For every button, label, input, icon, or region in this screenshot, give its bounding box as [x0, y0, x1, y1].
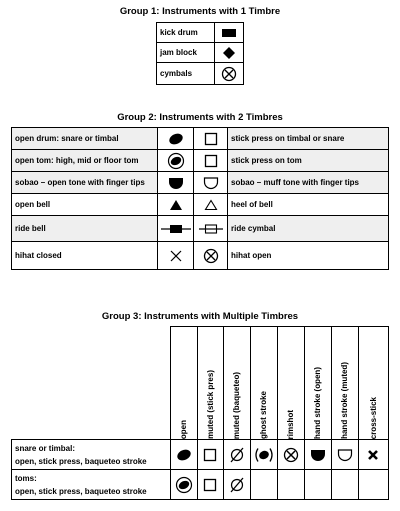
- group2-left-label: open bell: [12, 194, 158, 216]
- ringed-oval-icon: [175, 476, 193, 494]
- row-label: snare or timbal: open, stick press, baqueteo stroke: [12, 440, 171, 470]
- filled-rectangle-icon: [221, 27, 237, 39]
- filled-oval-icon: [167, 132, 185, 146]
- group2-right-label: sobao – muff tone with finger tips: [228, 172, 389, 194]
- group2-title: Group 2: Instruments with 2 Timbres: [117, 112, 283, 123]
- column-header: hand stroke (open): [313, 366, 322, 439]
- group1-label: jam block: [157, 43, 215, 63]
- group1-title: Group 1: Instruments with 1 Timbre: [119, 6, 281, 17]
- column-header: muted (stick pres): [205, 370, 215, 439]
- group2-left-label: open drum: snare or timbal: [12, 128, 158, 150]
- filled-triangle-icon: [169, 199, 183, 211]
- group2-right-label: ride cymbal: [228, 216, 389, 242]
- empty-cell: [250, 470, 277, 500]
- column-header: cross-stick: [368, 396, 378, 439]
- circled-x-icon: [283, 447, 299, 463]
- bold-x-icon: [367, 449, 379, 461]
- column-header: muted (baqueteo): [232, 371, 241, 439]
- group2-right-label: hihat open: [228, 242, 389, 270]
- parenthesized-oval-icon: [253, 447, 275, 463]
- group2-left-label: ride bell: [12, 216, 158, 242]
- ringed-oval-icon: [167, 152, 185, 170]
- group1-label: kick drum: [157, 23, 215, 43]
- circled-x-icon: [203, 248, 219, 264]
- empty-cell: [277, 470, 304, 500]
- column-header: hand stroke (muted): [340, 362, 349, 439]
- open-square-icon: [204, 154, 218, 168]
- empty-cell: [331, 470, 358, 500]
- filled-bar-rectangle-icon: [161, 223, 191, 235]
- group3-table: [11, 326, 389, 500]
- row-label: toms: open, stick press, baqueteo stroke: [12, 470, 171, 500]
- filled-half-circle-icon: [168, 176, 184, 190]
- slashed-circle-icon: [228, 476, 246, 494]
- open-square-icon: [203, 478, 217, 492]
- open-square-icon: [203, 448, 217, 462]
- group2-right-label: heel of bell: [228, 194, 389, 216]
- group2-left-label: sobao – open tone with finger tips: [12, 172, 158, 194]
- slashed-circle-icon: [228, 446, 246, 464]
- empty-cell: [358, 470, 389, 500]
- column-header: ghost stroke: [259, 390, 268, 439]
- group1-table: [156, 22, 244, 85]
- column-header: rimshot: [286, 409, 295, 439]
- empty-cell: [304, 470, 331, 500]
- group2-left-label: hihat closed: [12, 242, 158, 270]
- filled-diamond-icon: [222, 46, 236, 60]
- filled-half-circle-icon: [310, 448, 326, 462]
- group2-table: [11, 127, 389, 270]
- filled-oval-icon: [175, 448, 193, 462]
- circled-x-icon: [221, 66, 237, 82]
- open-triangle-icon: [204, 199, 218, 211]
- group3-title: Group 3: Instruments with Multiple Timbres: [101, 311, 299, 322]
- column-header: open: [179, 419, 188, 439]
- group1-label: cymbals: [157, 63, 215, 85]
- group2-right-label: stick press on timbal or snare: [228, 128, 389, 150]
- group2-left-label: open tom: high, mid or floor tom: [12, 150, 158, 172]
- x-icon: [169, 249, 183, 263]
- open-half-circle-icon: [203, 176, 219, 190]
- open-bar-rectangle-icon: [199, 223, 223, 235]
- open-half-circle-icon: [337, 448, 353, 462]
- open-square-icon: [204, 132, 218, 146]
- group2-right-label: stick press on tom: [228, 150, 389, 172]
